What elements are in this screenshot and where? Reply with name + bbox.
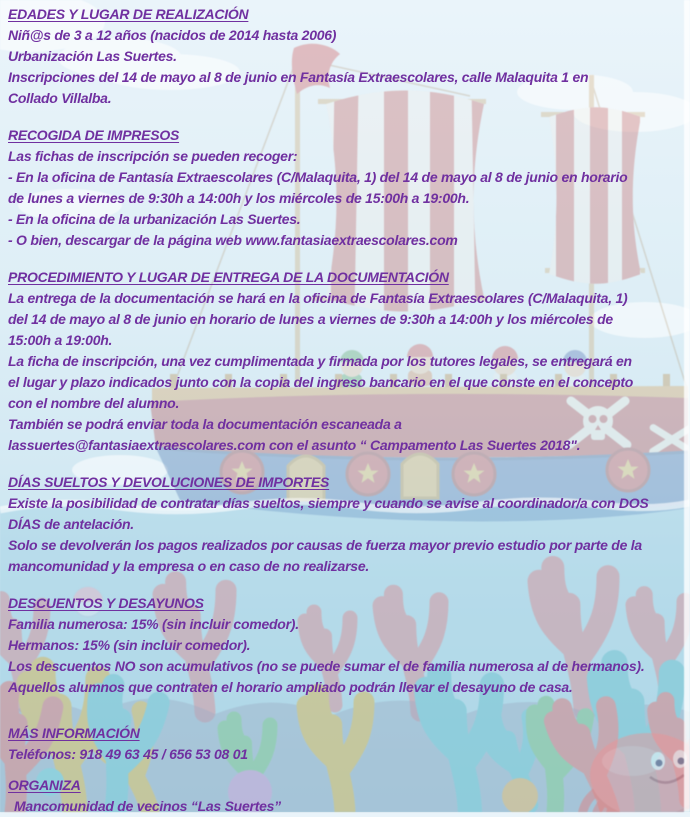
text-line: Niñ@s de 3 a 12 años (nacidos de 2014 hasta 2006): [8, 27, 337, 43]
section-heading-procedimiento: PROCEDIMIENTO Y LUGAR DE ENTREGA DE LA DOCUMENTACIÓN: [8, 269, 449, 285]
section-heading-descuentos: DESCUENTOS Y DESAYUNOS: [8, 595, 204, 611]
text-line: Las fichas de inscripción se pueden recoger:: [8, 148, 298, 164]
flyer-text: [8, 4, 686, 817]
text-line: Inscripciones del 14 de mayo al 8 de junio en Fantasía Extraescolares, calle Malaquita 1 en: [8, 69, 589, 85]
text-line: Los descuentos NO son acumulativos (no se puede sumar el de familia numerosa al de hermanos).: [8, 658, 645, 674]
text-line: Existe la posibilidad de contratar días sueltos, siempre y cuando se avise al coordinador/a con DOS: [8, 495, 649, 511]
text-line: lassuertes@fantasiaextraescolares.com con el asunto “ Campamento Las Suertes 2018".: [8, 437, 581, 453]
text-line: - En la oficina de la urbanización Las Suertes.: [8, 211, 301, 227]
section-procedimiento: [8, 267, 686, 456]
text-line: - O bien, descargar de la página web www.fantasiaextraescolares.com: [8, 232, 458, 248]
section-heading-mas-informacion: MÁS INFORMACIÓN: [8, 725, 140, 741]
text-line: de lunes a viernes de 9:30h a 14:00h y los miércoles de 15:00h a 19:00h.: [8, 190, 470, 206]
section-heading-organiza: ORGANIZA: [8, 777, 81, 793]
text-line: Familia numerosa: 15% (sin incluir comedor).: [8, 616, 299, 632]
text-line: DÍAS de antelación.: [8, 516, 134, 532]
text-line: Aquellos alumnos que contraten el horario ampliado podrán llevar el desayuno de casa.: [8, 679, 573, 695]
section-organiza: [8, 775, 686, 817]
section-edades: [8, 4, 686, 109]
text-line: mancomunidad y la empresa o en caso de no realizarse.: [8, 558, 370, 574]
section-mas-informacion: [8, 723, 686, 765]
text-line: Urbanización Las Suertes.: [8, 48, 177, 64]
text-line: - En la oficina de Fantasía Extraescolares (C/Malaquita, 1) del 14 de mayo al 8 de junio en horario: [8, 169, 628, 185]
text-line: La entrega de la documentación se hará en la oficina de Fantasía Extraescolares (C/Malaquita, 1): [8, 290, 628, 306]
section-heading-dias-sueltos: DÍAS SUELTOS Y DEVOLUCIONES DE IMPORTES: [8, 474, 330, 490]
section-recogida: [8, 125, 686, 251]
section-dias-sueltos: [8, 472, 686, 577]
text-line: 15:00h a 19:00h.: [8, 332, 113, 348]
text-line: el lugar y plazo indicados junto con la copia del ingreso bancario en el que conste en el concepto: [8, 374, 634, 390]
text-line: del 14 de mayo al 8 de junio en horario de lunes a viernes de 9:30h a 14:00h y los miércoles de: [8, 311, 613, 327]
section-heading-recogida: RECOGIDA DE IMPRESOS: [8, 127, 180, 143]
text-line: Hermanos: 15% (sin incluir comedor).: [8, 637, 251, 653]
section-heading-edades: EDADES Y LUGAR DE REALIZACIÓN: [8, 6, 249, 22]
organizer-name: Mancomunidad de vecinos “Las Suertes”: [14, 798, 281, 814]
phone-numbers: Teléfonos: 918 49 63 45 / 656 53 08 01: [8, 746, 248, 762]
text-line: Solo se devolverán los pagos realizados por causas de fuerza mayor previo estudio por parte de la: [8, 537, 642, 553]
text-line: La ficha de inscripción, una vez cumplimentada y firmada por los tutores legales, se entregará en: [8, 353, 632, 369]
text-line: También se podrá enviar toda la documentación escaneada a: [8, 416, 402, 432]
text-line: Collado Villalba.: [8, 90, 112, 106]
section-descuentos: [8, 593, 686, 698]
text-line: con el nombre del alumno.: [8, 395, 180, 411]
